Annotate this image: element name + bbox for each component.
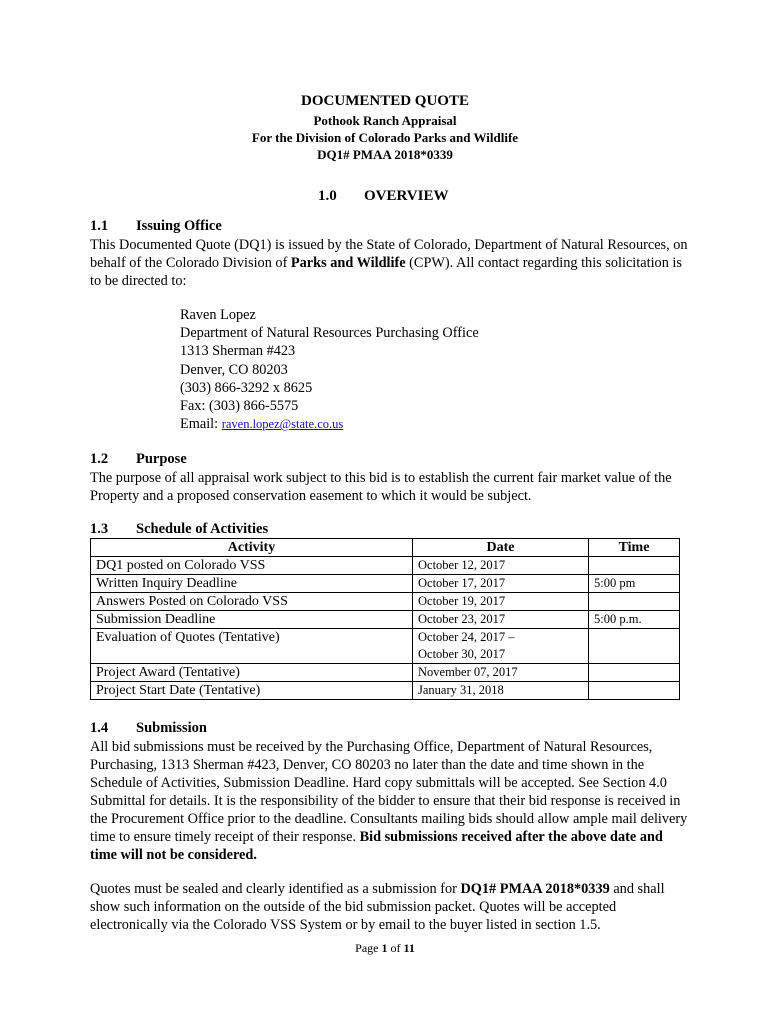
schedule-date-cell <box>413 682 589 700</box>
contact-block <box>180 306 479 433</box>
submission-paragraph <box>90 738 690 864</box>
schedule-time-cell: 5:00 p.m. <box>589 611 680 629</box>
schedule-row <box>91 682 680 700</box>
section-heading-issuing-office <box>90 218 222 235</box>
contact-email-link[interactable]: raven.lopez@state.co.us <box>221 417 344 432</box>
schedule-activity-cell: DQ1 posted on Colorado VSS <box>91 557 413 575</box>
schedule-date-end: October 30, 2017 <box>418 647 506 661</box>
schedule-row <box>91 664 680 682</box>
quotes-text-a: Quotes must be sealed and clearly identified as a submission for <box>90 881 461 897</box>
schedule-time-cell <box>589 557 680 575</box>
contact-name: Raven Lopez <box>180 307 256 323</box>
quotes-text-b: and shall show such information on the outside of the bid submission packet. Quotes will be accepted electronically via the Colorado VSS System or by email to the buyer listed in section 1.5. <box>90 881 665 933</box>
issuing-office-text-a: This Documented Quote (DQ1) is issued by the State of Colorado, Department of Natural Resources, on behalf of the Colorado Division of <box>90 237 688 271</box>
document-title: DOCUMENTED QUOTE <box>301 93 469 109</box>
document-subtitle-division: For the Division of Colorado Parks and Wildlife <box>251 130 519 145</box>
overview-heading <box>318 188 449 205</box>
contact-email-label: Email: <box>180 416 222 433</box>
schedule-time-cell <box>589 593 680 611</box>
document-subtitle-number: DQ1# PMAA 2018*0339 <box>317 147 453 162</box>
submission-text: All bid submissions must be received by the Purchasing Office, Department of Natural Resources, Purchasing, 1313 Sherman #423, Denver, CO 80203 no later than the date and time shown in the Schedule of Activities, Submission Deadline. Hard copy submittals will be accepted. See Section 4.0 Submittal for details. It is the responsibility of the bidder to ensure that their bid response is received in the Procurement Office prior to the deadline. Consultants mailing bids should allow ample mail delivery time to ensure timely receipt of their response. <box>90 739 688 845</box>
section-title: Submission <box>136 720 207 736</box>
section-heading-submission <box>90 720 207 737</box>
schedule-row <box>91 575 680 593</box>
issuing-office-text-b: (CPW). All contact regarding this solicitation is to be directed to: <box>90 255 682 289</box>
schedule-activity-cell: Answers Posted on Colorado VSS <box>91 593 413 611</box>
schedule-activity-cell: Project Award (Tentative) <box>91 664 413 682</box>
footer-page-number: 1 <box>381 941 388 955</box>
column-header-time: Time <box>589 539 680 557</box>
section-number: 1.2 <box>90 451 109 467</box>
section-heading-schedule <box>90 521 268 538</box>
footer-of-label: of <box>387 941 404 955</box>
schedule-date-cell <box>413 557 589 575</box>
schedule-row <box>91 557 680 575</box>
section-title: Issuing Office <box>136 218 222 234</box>
section-number: 1.1 <box>90 218 109 234</box>
quotes-paragraph <box>90 880 690 934</box>
section-heading-purpose <box>90 451 187 468</box>
footer-page-total: 11 <box>403 941 415 955</box>
schedule-date: October 12, 2017 <box>418 558 506 572</box>
schedule-time-cell <box>589 664 680 682</box>
contact-phone: (303) 866-3292 x 8625 <box>180 379 313 396</box>
contact-fax: Fax: (303) 866-5575 <box>180 398 299 415</box>
schedule-header-row <box>91 539 680 557</box>
schedule-time-cell: 5:00 pm <box>589 575 680 593</box>
overview-label: OVERVIEW <box>364 188 449 204</box>
schedule-row <box>91 629 680 664</box>
contact-street: 1313 Sherman #423 <box>180 343 296 360</box>
schedule-activity-cell: Submission Deadline <box>91 611 413 629</box>
schedule-time-cell <box>589 682 680 700</box>
submission-warning: Bid submissions received after the above date and time will not be considered. <box>90 829 663 863</box>
section-title: Schedule of Activities <box>136 521 269 537</box>
purpose-paragraph: The purpose of all appraisal work subject to this bid is to establish the current fair market value of the Property and a proposed conservation easement to which it would be subject. <box>90 470 672 504</box>
issuing-office-bold: Parks and Wildlife <box>290 255 406 271</box>
footer-page-label: Page <box>355 941 382 955</box>
schedule-date: October 19, 2017 <box>418 594 506 608</box>
schedule-date: November 07, 2017 <box>418 665 518 679</box>
column-header-activity: Activity <box>91 539 413 557</box>
schedule-date-cell <box>413 611 589 629</box>
schedule-row <box>91 593 680 611</box>
schedule-date: January 31, 2018 <box>418 683 504 697</box>
schedule-time-cell <box>589 629 680 664</box>
document-subtitle-project: Pothook Ranch Appraisal <box>313 113 457 128</box>
schedule-date: October 24, 2017 – <box>418 630 515 644</box>
schedule-date-cell <box>413 575 589 593</box>
issuing-office-paragraph <box>90 236 690 290</box>
column-header-date: Date <box>413 539 589 557</box>
section-number: 1.4 <box>90 720 109 736</box>
page-footer <box>0 941 770 956</box>
schedule-date-cell <box>413 629 589 664</box>
schedule-date-cell <box>413 593 589 611</box>
overview-number: 1.0 <box>318 188 337 204</box>
contact-city: Denver, CO 80203 <box>180 361 288 378</box>
schedule-table <box>90 538 680 700</box>
contact-email-line <box>180 415 479 433</box>
contact-office: Department of Natural Resources Purchasing Office <box>180 325 479 342</box>
section-title: Purpose <box>136 451 187 467</box>
schedule-activity-cell: Project Start Date (Tentative) <box>91 682 413 700</box>
section-number: 1.3 <box>90 521 109 537</box>
schedule-row <box>91 611 680 629</box>
schedule-activity-cell: Written Inquiry Deadline <box>91 575 413 593</box>
quotes-number-bold: DQ1# PMAA 2018*0339 <box>460 881 610 897</box>
schedule-date-cell <box>413 664 589 682</box>
schedule-date: October 17, 2017 <box>418 576 506 590</box>
schedule-activity-cell: Evaluation of Quotes (Tentative) <box>91 629 413 664</box>
schedule-date: October 23, 2017 <box>418 612 506 626</box>
